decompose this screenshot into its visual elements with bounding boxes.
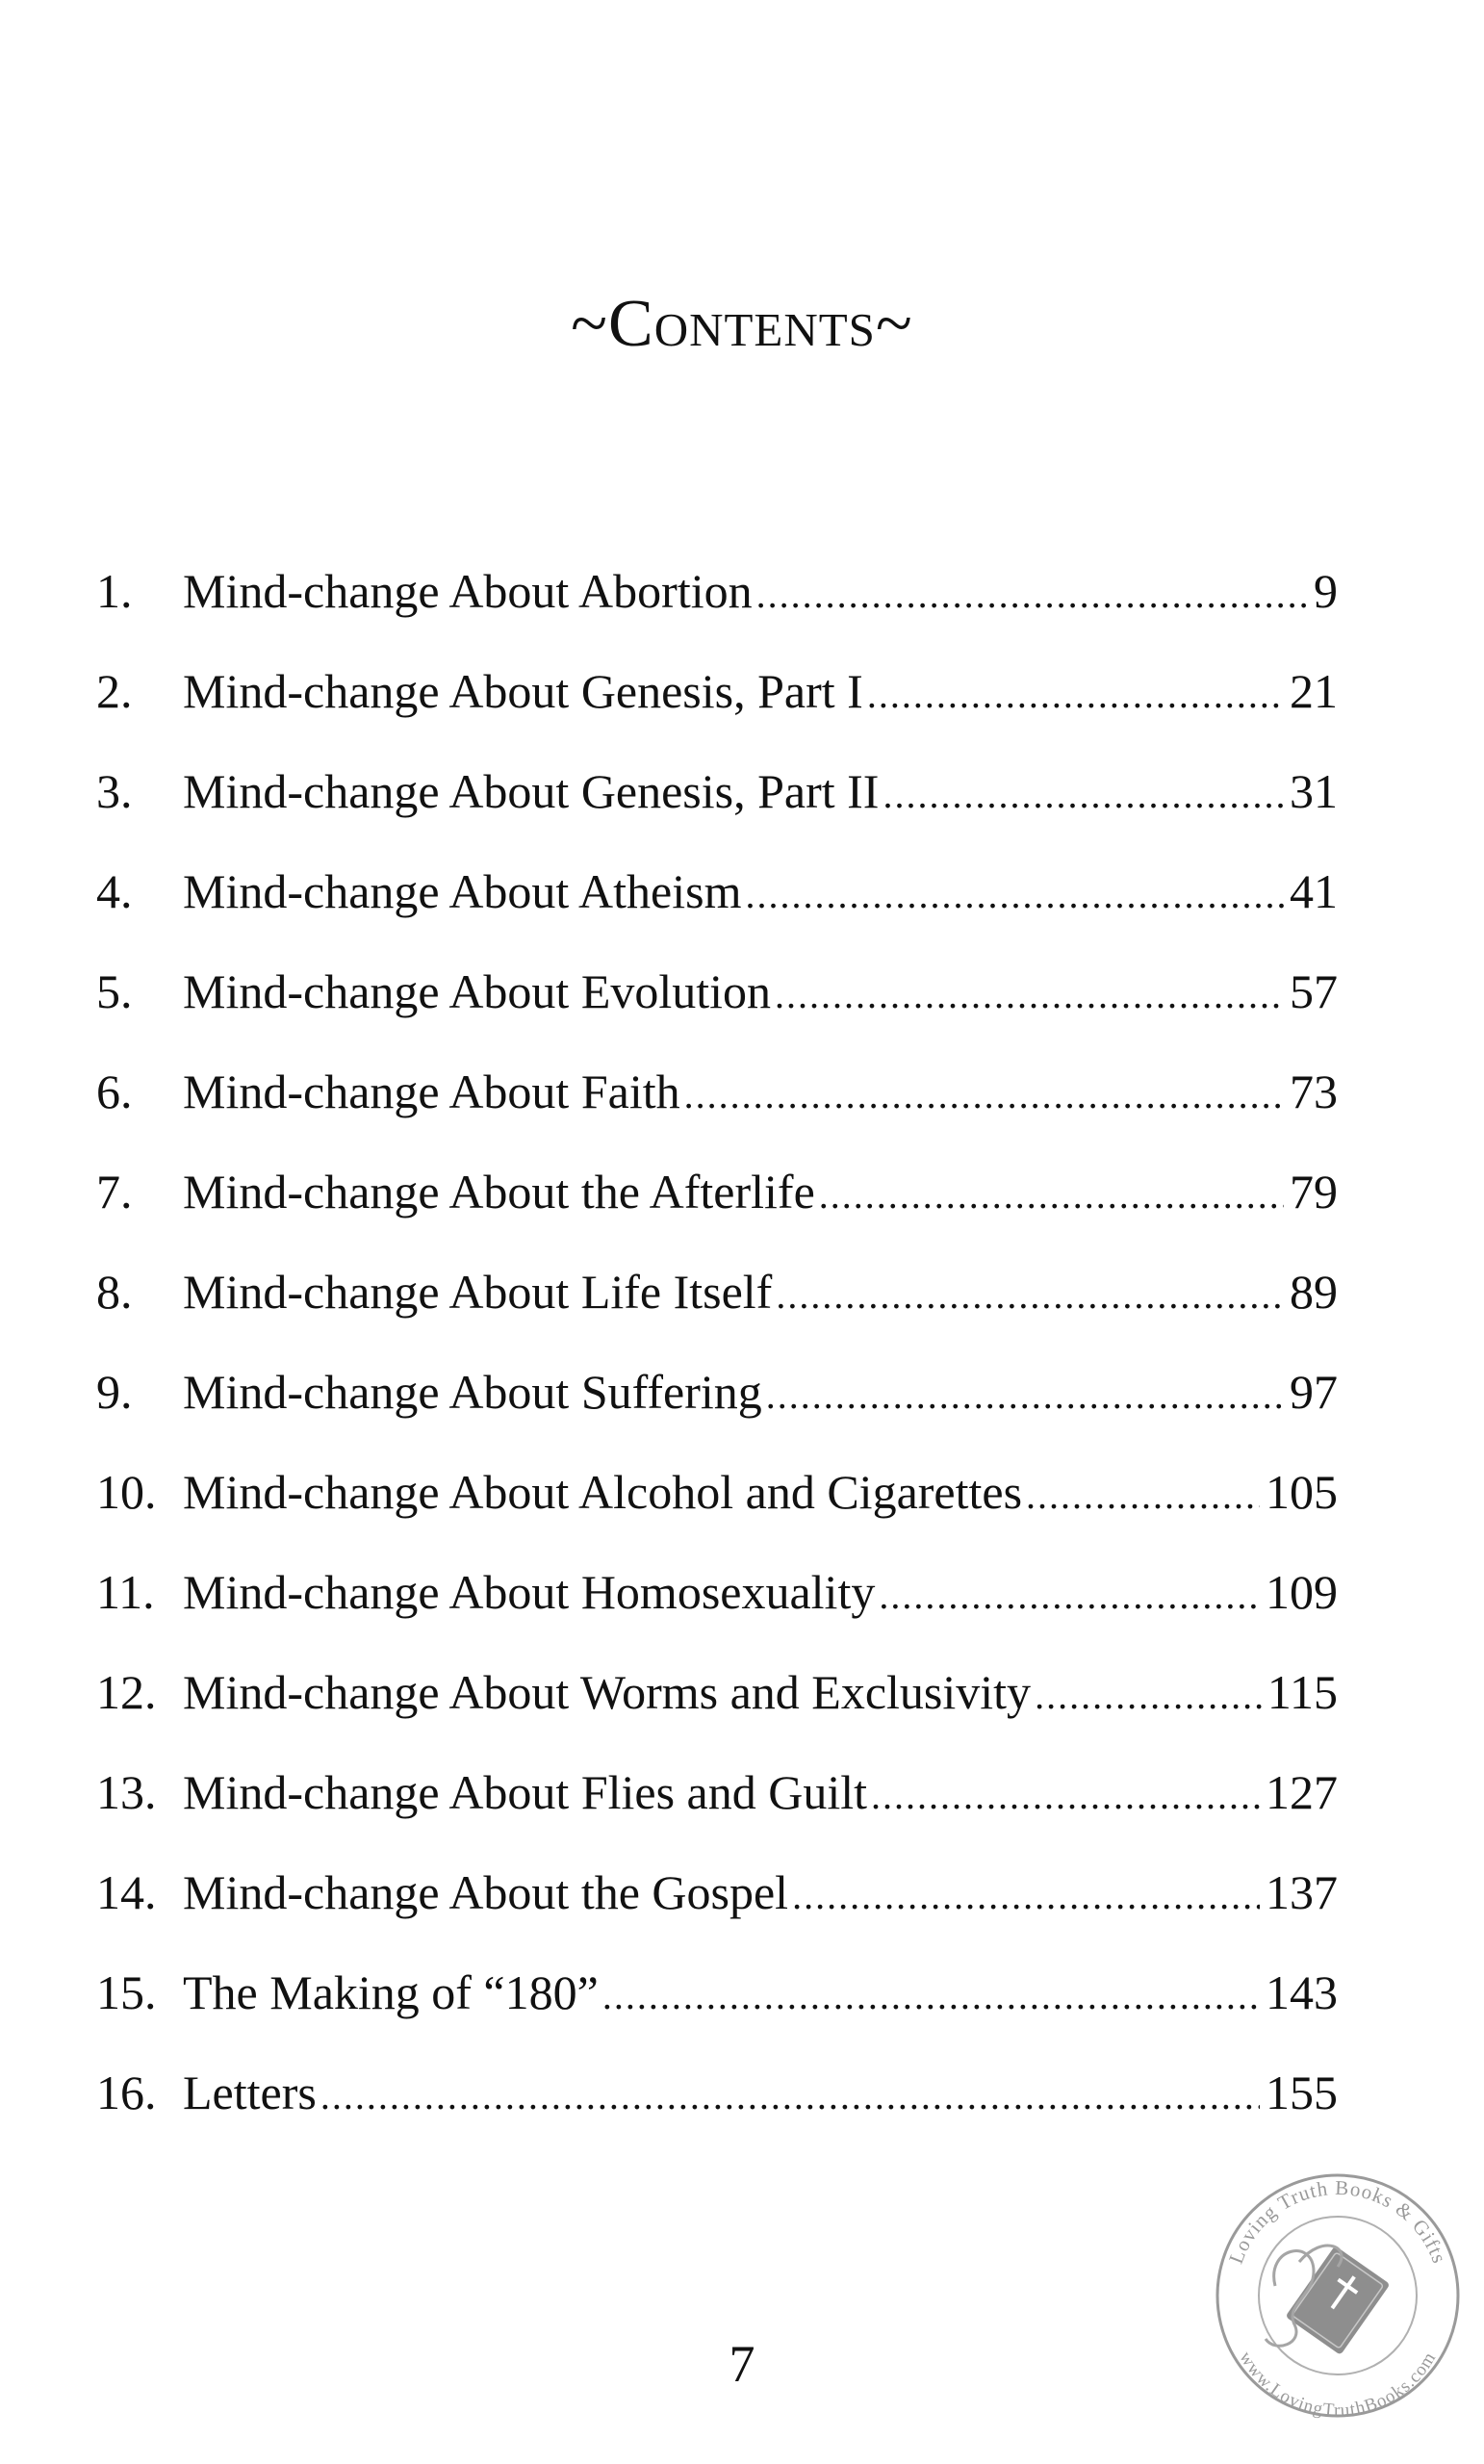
toc-entry-number: 12. xyxy=(96,1665,157,1719)
toc-entry-number: 4. xyxy=(96,864,133,918)
toc-entry-number: 3. xyxy=(96,764,133,818)
toc-entry-title: Mind-change About Suffering xyxy=(183,1365,762,1419)
toc-dot-leader xyxy=(867,672,1284,717)
toc-entry[interactable] xyxy=(96,1764,1338,1864)
toc-entry-title: Mind-change About Worms and Exclusivity xyxy=(183,1665,1032,1719)
toc-dot-leader xyxy=(792,1873,1260,1918)
toc-entry-page: 155 xyxy=(1266,2066,1338,2119)
toc-dot-leader xyxy=(602,1973,1260,2018)
toc-entry-number: 1. xyxy=(96,564,133,618)
toc-entry-page: 73 xyxy=(1290,1065,1338,1118)
toc-entry-title: Mind-change About Genesis, Part I xyxy=(183,664,863,718)
toc-dot-leader xyxy=(1035,1673,1262,1718)
toc-dot-leader xyxy=(883,772,1284,817)
toc-entry-page: 9 xyxy=(1314,564,1338,618)
toc-entry-page: 89 xyxy=(1290,1265,1338,1319)
toc-entry[interactable] xyxy=(96,663,1338,763)
toc-entry-title: Letters xyxy=(183,2066,317,2119)
toc-entry-page: 21 xyxy=(1290,664,1338,718)
toc-entry-page: 109 xyxy=(1266,1565,1338,1619)
toc-entry-title: Mind-change About Homosexuality xyxy=(183,1565,876,1619)
toc-entry-title: Mind-change About Alcohol and Cigarettes xyxy=(183,1465,1023,1519)
toc-entry[interactable] xyxy=(96,1664,1338,1764)
toc-entry-number: 8. xyxy=(96,1265,133,1319)
toc-dot-leader xyxy=(766,1373,1284,1418)
toc-entry-number: 13. xyxy=(96,1765,157,1819)
toc-entry-number: 10. xyxy=(96,1465,157,1519)
toc-entry[interactable] xyxy=(96,1364,1338,1464)
toc-entry[interactable] xyxy=(96,863,1338,963)
toc-entry[interactable] xyxy=(96,2065,1338,2165)
toc-entry-number: 15. xyxy=(96,1965,157,2019)
toc-entry[interactable] xyxy=(96,1064,1338,1164)
toc-entry-number: 6. xyxy=(96,1065,133,1118)
toc-dot-leader xyxy=(320,2073,1260,2118)
toc-dot-leader xyxy=(819,1172,1284,1218)
watermark-seal-icon xyxy=(1208,2142,1468,2421)
toc-entry-number: 7. xyxy=(96,1165,133,1219)
toc-entry-title: Mind-change About Evolution xyxy=(183,964,772,1018)
contents-heading: ~Contents~ xyxy=(571,286,913,361)
toc-dot-leader xyxy=(756,572,1308,617)
toc-dot-leader xyxy=(775,972,1284,1017)
toc-entry-page: 41 xyxy=(1290,864,1338,918)
toc-entry[interactable] xyxy=(96,1264,1338,1364)
toc-entry-title: Mind-change About Flies and Guilt xyxy=(183,1765,868,1819)
svg-text:www.LovingTruthBooks.com: www.LovingTruthBooks.com xyxy=(1235,2348,1441,2421)
toc-entry-title: Mind-change About the Afterlife xyxy=(183,1165,815,1219)
toc-dot-leader xyxy=(871,1773,1260,1818)
toc-entry-page: 115 xyxy=(1267,1665,1338,1719)
toc-entry[interactable] xyxy=(96,1464,1338,1564)
toc-entry-page: 31 xyxy=(1290,764,1338,818)
toc-entry[interactable] xyxy=(96,1164,1338,1264)
toc-dot-leader xyxy=(1026,1473,1260,1518)
toc-entry-page: 127 xyxy=(1266,1765,1338,1819)
toc-entry-page: 79 xyxy=(1290,1165,1338,1219)
toc-entry-number: 9. xyxy=(96,1365,133,1419)
table-of-contents xyxy=(96,563,1338,2165)
toc-entry-number: 2. xyxy=(96,664,133,718)
toc-entry-page: 143 xyxy=(1266,1965,1338,2019)
toc-entry[interactable] xyxy=(96,563,1338,663)
toc-entry-title: Mind-change About the Gospel xyxy=(183,1865,789,1919)
svg-text:Loving Truth Books & Gifts: Loving Truth Books & Gifts xyxy=(1223,2175,1452,2268)
toc-entry-title: Mind-change About Faith xyxy=(183,1065,680,1118)
toc-entry-number: 16. xyxy=(96,2066,157,2119)
page-number: 7 xyxy=(729,2335,755,2393)
toc-entry-title: Mind-change About Life Itself xyxy=(183,1265,773,1319)
toc-entry-page: 137 xyxy=(1266,1865,1338,1919)
toc-entry[interactable] xyxy=(96,1564,1338,1664)
toc-entry[interactable] xyxy=(96,763,1338,863)
toc-entry-title: Mind-change About Atheism xyxy=(183,864,742,918)
toc-entry-number: 11. xyxy=(96,1565,155,1619)
toc-entry-page: 57 xyxy=(1290,964,1338,1018)
toc-entry[interactable] xyxy=(96,963,1338,1064)
toc-dot-leader xyxy=(746,872,1285,917)
toc-entry-number: 5. xyxy=(96,964,133,1018)
toc-dot-leader xyxy=(684,1072,1284,1117)
toc-entry-title: The Making of “180” xyxy=(183,1965,599,2019)
toc-entry-title: Mind-change About Genesis, Part II xyxy=(183,764,880,818)
toc-entry-number: 14. xyxy=(96,1865,157,1919)
toc-entry[interactable] xyxy=(96,1864,1338,1964)
toc-entry-page: 105 xyxy=(1266,1465,1338,1519)
toc-entry-page: 97 xyxy=(1290,1365,1338,1419)
toc-dot-leader xyxy=(776,1272,1284,1318)
toc-entry-title: Mind-change About Abortion xyxy=(183,564,753,618)
toc-entry[interactable] xyxy=(96,1964,1338,2065)
toc-dot-leader xyxy=(879,1573,1260,1618)
